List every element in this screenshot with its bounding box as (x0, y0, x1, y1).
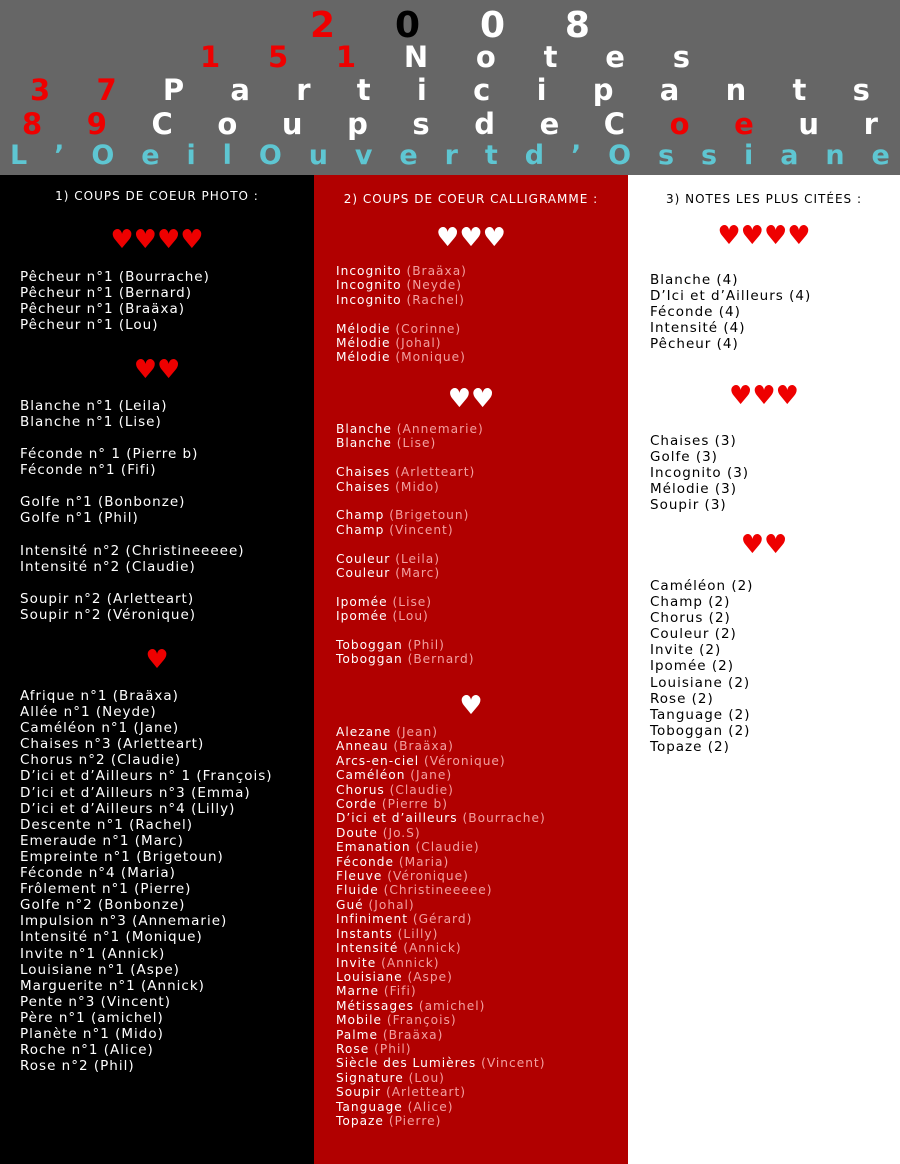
entry-title: Arcs-en-ciel (336, 753, 420, 768)
entry-list (20, 269, 210, 333)
list-item (336, 811, 546, 825)
list-item (336, 552, 484, 566)
list-item: Invite n°1 (Annick) (20, 945, 166, 962)
list-item (336, 739, 546, 753)
spacer (336, 494, 484, 508)
coups-de-coeur-row (22, 107, 878, 141)
list-item: Intensité (4) (650, 320, 746, 337)
hearts-icon: ♥♥ (740, 530, 788, 560)
header-letter: s (658, 140, 675, 171)
spacer (20, 478, 245, 494)
list-item: Descente n°1 (Rachel) (20, 816, 194, 833)
header-letter: O (608, 140, 632, 171)
header-letter: 8 (564, 5, 590, 46)
list-item (336, 1042, 546, 1056)
list-item (336, 350, 467, 364)
list-item: Chorus n°2 (Claudie) (20, 752, 182, 769)
entry-title: Soupir (336, 1085, 382, 1100)
entry-title: Champ (336, 508, 385, 523)
list-item (336, 984, 546, 998)
list-item: Afrique n°1 (Braäxa) (20, 688, 179, 704)
hearts-icon: ♥♥♥♥ (717, 221, 811, 251)
list-item: Blanche n°1 (Leila) (20, 398, 168, 414)
entry-title: Fleuve (336, 869, 383, 884)
entry-title: Toboggan (336, 652, 403, 667)
list-item (336, 465, 484, 479)
list-item: Golfe n°2 (Bonbonze) (20, 897, 186, 914)
header-letter: 8 (22, 107, 43, 141)
spacer (336, 451, 484, 465)
list-item: Pêcheur n°1 (Bourrache) (20, 269, 210, 285)
site-title-row (10, 142, 890, 169)
header-letter: l (222, 140, 232, 171)
list-item: Caméléon (2) (650, 578, 754, 594)
list-item: Mélodie (3) (650, 481, 738, 498)
entry-title: Alezane (336, 725, 392, 739)
header-letter: 3 (30, 73, 51, 107)
list-item (336, 278, 467, 292)
list-item (336, 840, 546, 854)
list-item: Rose n°2 (Phil) (20, 1058, 135, 1075)
spacer (336, 537, 484, 551)
hearts-icon: ♥♥ (133, 355, 181, 385)
header-letter: s (852, 73, 870, 107)
entry-author: (Véronique) (424, 753, 506, 768)
header-letter: O (91, 140, 115, 171)
header-letter: e (399, 140, 418, 171)
entry-author: (Véronique) (387, 869, 469, 884)
entry-title: Couleur (336, 551, 391, 566)
entry-title: Champ (336, 522, 385, 537)
list-item: Soupir (3) (650, 497, 727, 514)
list-item (336, 609, 484, 623)
list-item (336, 883, 546, 897)
header-letter: o (669, 107, 690, 141)
entry-title: Incognito (336, 292, 402, 307)
entry-author: (Pierre b) (381, 797, 448, 812)
list-item: Toboggan (2) (650, 722, 751, 739)
header-letter: c (473, 73, 491, 107)
entry-title: Incognito (336, 278, 402, 293)
entry-title: Doute (336, 825, 378, 840)
header-letter: s (672, 40, 690, 74)
list-item (336, 1100, 546, 1114)
header-letter: e (605, 40, 625, 74)
entry-author: (Lou) (408, 1070, 445, 1085)
list-item (336, 1071, 546, 1085)
header-letter: 9 (86, 107, 107, 141)
header-letter: r (296, 73, 311, 107)
entry-title: Mobile (336, 1013, 382, 1028)
entry-author: (Braäxa) (406, 264, 467, 278)
entry-author: (Bourrache) (462, 811, 546, 826)
entry-list (336, 725, 546, 1128)
entry-title: Métissages (336, 998, 414, 1013)
entry-author: (Claudie) (415, 840, 480, 855)
column-title: 3) NOTES LES PLUS CITÉES : (665, 192, 863, 206)
header-letter: u (798, 107, 820, 141)
list-item (336, 293, 467, 307)
header-letter: i (536, 73, 547, 107)
entry-author: (Lilly) (397, 926, 439, 941)
entry-author: (Lou) (392, 609, 429, 624)
header-letter: 0 (394, 5, 421, 46)
header-letter: v (354, 140, 373, 171)
entry-author: (Lise) (396, 436, 437, 451)
list-item: Golfe n°1 (Bonbonze) (20, 494, 186, 511)
entry-list (650, 578, 753, 755)
hearts-icon: ♥♥ (447, 384, 495, 414)
header-letter: a (230, 73, 250, 107)
header-letter: i (186, 140, 196, 171)
entry-author: (Pierre) (388, 1113, 442, 1128)
entry-author: (Neyde) (406, 278, 463, 293)
header-letter: C (151, 107, 173, 141)
entry-list (20, 398, 245, 623)
column-title: 1) COUPS DE COEUR PHOTO : (55, 189, 259, 203)
header-letter: u (281, 107, 303, 141)
column-title: 2) COUPS DE COEUR CALLIGRAMME : (343, 192, 599, 206)
list-item (336, 826, 546, 840)
entry-author: (Jane) (410, 768, 453, 783)
header-letter: t (484, 140, 498, 171)
calligramme-column (314, 175, 628, 1164)
entry-author: (Alice) (407, 1099, 454, 1114)
header-letter: C (603, 107, 626, 141)
entry-author: (Fifi) (383, 984, 417, 999)
entry-author: (Annick) (381, 955, 440, 970)
list-item: Louisiane (2) (650, 674, 751, 691)
entry-author: (Mido) (395, 479, 440, 494)
header-letter: e (734, 107, 754, 141)
list-item (336, 1085, 546, 1099)
list-item: Champ (2) (650, 594, 731, 611)
entry-title: Gué (336, 897, 364, 912)
spacer (336, 580, 484, 594)
entry-title: Caméléon (336, 768, 406, 783)
header-letter: d (474, 107, 495, 141)
entry-title: D’ici et d’ailleurs (336, 811, 458, 826)
spacer (20, 527, 245, 543)
header-letter: i (744, 140, 754, 171)
entry-title: Intensité (336, 941, 399, 956)
list-item: Pêcheur (4) (650, 336, 739, 353)
list-item: Louisiane n°1 (Aspe) (20, 961, 180, 978)
list-item: Planète n°1 (Mido) (20, 1025, 164, 1042)
list-item: Impulsion n°3 (Annemarie) (20, 913, 228, 930)
year-row (310, 5, 590, 46)
list-item: Pente n°3 (Vincent) (20, 993, 171, 1010)
list-item: Chaises (3) (650, 433, 737, 449)
spacer (336, 307, 467, 321)
entry-list (20, 688, 273, 1074)
header-letter: L (10, 140, 28, 171)
entry-author: (Braäxa) (393, 739, 454, 754)
list-item (336, 999, 546, 1013)
list-item: Rose (2) (650, 690, 714, 707)
entry-title: Chaises (336, 465, 391, 480)
entry-author: (Claudie) (389, 782, 454, 797)
entry-title: Rose (336, 1041, 370, 1056)
entry-author: (Vincent) (481, 1056, 546, 1071)
list-item: Pêcheur n°1 (Bernard) (20, 285, 192, 302)
participants-row (30, 73, 870, 107)
list-item: Intensité n°2 (Claudie) (20, 558, 196, 575)
header-letter: u (308, 140, 328, 171)
list-item: Intensité n°2 (Christineeeee) (20, 542, 245, 559)
list-item: Allée n°1 (Neyde) (20, 704, 157, 721)
list-item: Invite (2) (650, 642, 722, 659)
entry-title: Corde (336, 797, 377, 812)
entry-author: (Phil) (407, 638, 445, 653)
header-letter: d (524, 140, 545, 171)
list-item (336, 422, 484, 436)
list-item (336, 322, 467, 336)
header-letter: s (701, 140, 718, 171)
header-letter: 7 (96, 73, 117, 107)
list-item (336, 523, 484, 537)
list-item: Pêcheur n°1 (Lou) (20, 317, 159, 334)
entry-author: (Marc) (395, 566, 441, 581)
header-letter: P (162, 73, 185, 107)
list-item: Soupir n°2 (Arletteart) (20, 590, 195, 607)
list-item: D’Ici et d’Ailleurs (4) (650, 288, 812, 305)
header-letter: ’ (570, 140, 582, 171)
list-item (336, 436, 484, 450)
entry-title: Toboggan (336, 638, 403, 653)
entry-title: Blanche (336, 436, 392, 451)
entry-title: Mélodie (336, 336, 391, 351)
entry-title: Blanche (336, 422, 392, 436)
list-item (336, 783, 546, 797)
list-item: Tanguage (2) (650, 706, 751, 723)
entry-author: (Annemarie) (396, 422, 484, 436)
header-letter: s (412, 107, 430, 141)
list-item (336, 638, 484, 652)
entry-title: Tanguage (336, 1099, 403, 1114)
entry-author: (Arletteart) (395, 465, 476, 480)
header-letter: o (217, 107, 238, 141)
list-item (336, 927, 546, 941)
list-item (336, 725, 546, 739)
entry-author: (Braäxa) (382, 1027, 444, 1042)
entry-title: Mélodie (336, 350, 391, 365)
list-item: Incognito (3) (650, 465, 750, 482)
header-letter: n (725, 73, 747, 107)
header-letter: n (825, 140, 845, 171)
entry-author: (Brigetoun) (389, 508, 470, 523)
header-letter: ’ (54, 140, 65, 171)
list-item: Blanche (4) (650, 272, 739, 288)
list-item: Golfe (3) (650, 449, 718, 466)
list-item (336, 480, 484, 494)
entry-title: Palme (336, 1027, 379, 1042)
header-letter: a (659, 73, 680, 107)
list-item: D’ici et d’Ailleurs n° 1 (François) (20, 768, 273, 785)
list-item: Caméléon n°1 (Jane) (20, 720, 180, 737)
entry-title: Anneau (336, 739, 389, 754)
entry-title: Instants (336, 926, 393, 941)
header-letter: t (356, 73, 371, 107)
list-item: Ipomée (2) (650, 658, 734, 675)
spacer (20, 430, 245, 446)
header-letter: t (792, 73, 807, 107)
entry-author: (Bernard) (407, 652, 475, 667)
list-item: D’ici et d’Ailleurs n°4 (Lilly) (20, 800, 236, 817)
list-item: Marguerite n°1 (Annick) (20, 977, 205, 994)
hearts-icon: ♥♥♥♥ (110, 225, 204, 255)
entry-title: Siècle des Lumières (336, 1056, 477, 1071)
entry-title: Chorus (336, 782, 385, 797)
header-letter: 1 (335, 40, 357, 74)
entry-author: (Leila) (395, 551, 441, 566)
entry-author: (François) (386, 1013, 457, 1028)
list-item (336, 869, 546, 883)
entry-title: Féconde (336, 854, 394, 869)
list-item (336, 1013, 546, 1027)
header-letter: t (543, 40, 558, 74)
entry-author: (Maria) (398, 854, 450, 869)
entry-author: (Jean) (396, 725, 438, 739)
list-item: Soupir n°2 (Véronique) (20, 606, 197, 623)
header-letter: r (444, 140, 458, 171)
header-letter: e (141, 140, 160, 171)
hearts-icon: ♥♥♥ (436, 223, 506, 253)
list-item: D’ici et d’Ailleurs n°3 (Emma) (20, 784, 251, 801)
entry-title: Infiniment (336, 912, 408, 927)
header-letter: o (475, 40, 496, 74)
header-letter: 0 (479, 5, 505, 46)
hearts-icon: ♥♥♥ (729, 381, 799, 411)
entry-author: (amichel) (418, 998, 486, 1013)
list-item (336, 970, 546, 984)
notes-count-row (200, 40, 690, 74)
entry-title: Topaze (336, 1113, 384, 1128)
list-item (336, 595, 484, 609)
entry-title: Ipomée (336, 609, 388, 624)
spacer (336, 624, 484, 638)
entry-author: (Vincent) (389, 522, 454, 537)
list-item: Intensité n°1 (Monique) (20, 929, 203, 946)
spacer (20, 575, 245, 591)
list-item (336, 754, 546, 768)
list-item: Golfe n°1 (Phil) (20, 510, 139, 527)
heart-icon: ♥ (145, 645, 169, 675)
list-item: Chaises n°3 (Arletteart) (20, 736, 205, 753)
header-letter: e (539, 107, 560, 141)
entry-author: (Rachel) (406, 292, 465, 307)
list-item (336, 566, 484, 580)
list-item: Empreinte n°1 (Brigetoun) (20, 848, 224, 865)
entry-author: (Lise) (392, 594, 433, 609)
list-item: Féconde n°4 (Maria) (20, 865, 176, 882)
header-letter: e (871, 140, 890, 171)
header-letter: 5 (267, 40, 289, 74)
entry-author: (Annick) (403, 941, 462, 956)
list-item (336, 336, 467, 350)
most-cited-column (628, 175, 900, 1164)
list-item (336, 508, 484, 522)
entry-title: Marne (336, 984, 380, 999)
header-letter: a (780, 140, 799, 171)
entry-author: (Johal) (368, 897, 415, 912)
entry-list (336, 422, 484, 667)
entry-title: Invite (336, 955, 377, 970)
entry-title: Emanation (336, 840, 411, 855)
entry-list (336, 264, 467, 365)
list-item: Roche n°1 (Alice) (20, 1042, 154, 1059)
entry-title: Chaises (336, 479, 391, 494)
list-item (336, 1114, 546, 1128)
list-item: Chorus (2) (650, 610, 731, 627)
list-item (336, 1056, 546, 1070)
list-item: Blanche n°1 (Lise) (20, 414, 162, 431)
header-letter: 1 (200, 40, 221, 74)
entry-author: (Christineeeee) (383, 883, 493, 898)
list-item: Couleur (2) (650, 626, 737, 643)
list-item: Pêcheur n°1 (Braäxa) (20, 301, 185, 318)
header-banner (0, 0, 900, 175)
entry-title: Signature (336, 1070, 404, 1085)
list-item (336, 1028, 546, 1042)
list-item: Emeraude n°1 (Marc) (20, 832, 184, 849)
entry-title: Fluide (336, 883, 379, 898)
entry-author: (Aspe) (407, 969, 453, 984)
list-item (336, 797, 546, 811)
list-item (336, 855, 546, 869)
entry-author: (Monique) (395, 350, 466, 365)
entry-author: (Arletteart) (385, 1085, 466, 1100)
entry-author: (Gérard) (412, 912, 473, 927)
entry-title: Louisiane (336, 969, 403, 984)
header-letter: r (863, 107, 878, 141)
list-item (336, 264, 467, 278)
entry-title: Incognito (336, 264, 402, 278)
heart-icon: ♥ (459, 691, 483, 721)
entry-author: (Phil) (374, 1041, 412, 1056)
list-item (336, 912, 546, 926)
header-letter: i (416, 73, 427, 107)
header-letter: p (592, 73, 614, 107)
entry-title: Ipomée (336, 594, 388, 609)
photo-column (0, 175, 314, 1164)
list-item: Père n°1 (amichel) (20, 1009, 164, 1026)
entry-author: (Corinne) (395, 321, 462, 336)
header-letter: N (403, 40, 429, 74)
list-item: Frôlement n°1 (Pierre) (20, 881, 192, 898)
entry-author: (Jo.S) (382, 825, 421, 840)
list-item (336, 956, 546, 970)
entry-list (650, 272, 811, 352)
list-item (336, 652, 484, 666)
entry-list (650, 433, 749, 513)
list-item (336, 941, 546, 955)
list-item (336, 768, 546, 782)
entry-author: (Johal) (395, 336, 442, 351)
header-letter: O (258, 140, 282, 171)
entry-title: Couleur (336, 566, 391, 581)
entry-title: Mélodie (336, 321, 391, 336)
list-item: Féconde n°1 (Fifi) (20, 462, 157, 479)
list-item: Féconde n° 1 (Pierre b) (20, 446, 199, 463)
list-item: Féconde (4) (650, 304, 741, 321)
header-letter: p (347, 107, 368, 141)
list-item: Topaze (2) (650, 738, 730, 755)
list-item (336, 898, 546, 912)
header-letter: 2 (310, 5, 336, 46)
